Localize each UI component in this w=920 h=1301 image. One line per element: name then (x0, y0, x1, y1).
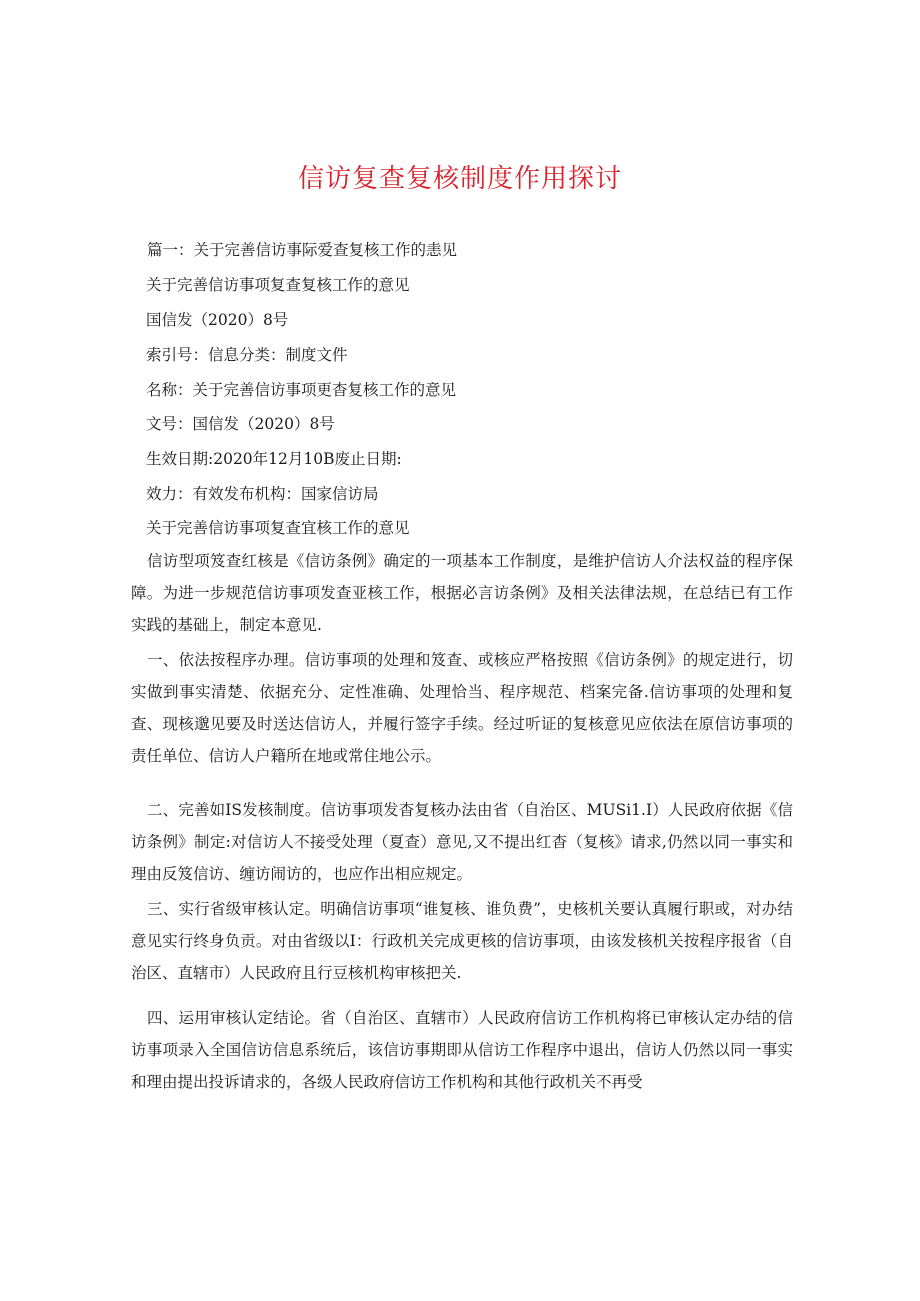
document-number: 国信发（2020）8号 (146, 311, 289, 329)
body-paragraph-4: 四、运用审核认定结论。省（自治区、直辖市）人民政府信访工作机构将已审核认定办结的信访事项录入全国信访信息系统后，该信访事期即从信访工作程序中退出，信访人仍然以同一事实和理由提出投诉请求的，各级人民政府信访工作机构和其他行政机关不再受 (131, 1009, 793, 1091)
index-number: 索引号：信息分类：制度文件 (146, 346, 348, 364)
effective-date: 生效日期:2020年12月10B废止日期: (146, 450, 402, 468)
notice-title: 关于完善信访事项复查复核工作的意见 (146, 276, 410, 294)
document-name: 名称：关于完善信访事项更杳复核工作的意见 (146, 381, 457, 399)
body-paragraph-1: 一、依法按程序办理。信访事项的处理和笈查、或核应严格按照《信访条例》的规定进行，切实做到事实清楚、依据充分、定性准确、处理恰当、程序规范、档案完备.信访事项的处理和复查、现核邈见要及时送达信访人，并履行签字手续。经过听证的复核意见应依法在原信访事项的责任单位、信访人户籍所在地或常住地公示。 (131, 651, 793, 765)
body-paragraph-3: 三、实行省级审核认定。明确信访事项“谁复核、谁负费”，史核机关要认真履行职或，对办结意见实行终身负贡。对由省级以I：行政机关完成更核的信访事项，由该发核机关按程序报省（自治区、直辖市）人民政府且行豆核机构审核把关. (131, 900, 793, 982)
body-paragraph-intro: 信访型项笈查红核是《信访条例》确定的一项基本工作制度，是维护信访人介法权益的程序保障。为进一步规范信访事项发查亚核工作，根据必言访条例》及相关法律法规，在总结已有工作实践的基础上，制定本意见. (131, 552, 793, 634)
document-title: 信访复查复核制度作用探讨 (297, 164, 622, 194)
document-code: 文号：国信发（2020）8号 (146, 415, 335, 433)
validity-publisher: 效力：有效发布机构：国家信访局 (146, 485, 379, 503)
notice-subtitle: 关于完善信访事项复查宜核工作的意见 (146, 519, 410, 537)
body-paragraph-2: 二、完善如IS发核制度。信访事项发杳复核办法由省（自治区、MUSi1.I）人民政府依据《信访条例》制定:对信访人不接受处理（夏查）意见,又不提出红杳（复核》请求,仍然以同一事实和理由反笈信访、缠访闹访的，也应作出相应规定。 (131, 801, 793, 883)
article-heading: 篇一：关于完善信访事际爱查复核工作的恚见 (147, 241, 458, 259)
